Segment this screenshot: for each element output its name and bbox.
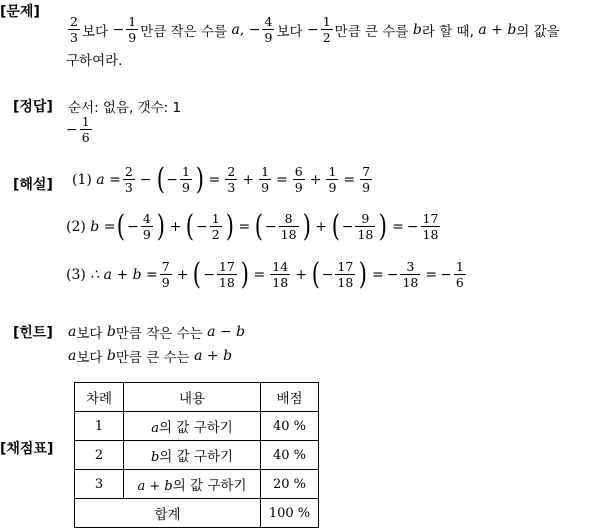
numerator: 1	[322, 14, 331, 29]
row-content	[124, 441, 261, 470]
table-header-row	[75, 383, 319, 412]
minus-sign: −	[248, 21, 261, 38]
variable-a: a	[68, 324, 77, 340]
section-label-rubric: [채점표]	[0, 441, 54, 457]
step-lhs: ∴ a + b =	[90, 266, 158, 283]
minus-sign: −	[66, 121, 78, 138]
content-text: 의 값 구하기	[158, 420, 233, 436]
hint-text: 만큼 큰 수는	[115, 350, 190, 366]
problem-text: 보다	[81, 23, 109, 40]
fraction	[68, 14, 80, 45]
problem-text: 라 할 때,	[421, 23, 474, 40]
denominator: 2	[322, 30, 331, 45]
answer-value	[66, 114, 94, 145]
variable-b: b	[106, 348, 116, 364]
problem-text: 의 값을	[516, 23, 560, 40]
fraction	[262, 14, 274, 45]
rubric-table	[74, 382, 319, 528]
solution-step-3: (3) ∴ a + b = $\frac{7}{9}$ + ( − $\frac{17}{18}$ ) = $\frac{14}{18}$ + ( − $\frac{17}{18}$ ) = − $\frac{3}{18}$ = − $\frac{1}{6}$	[66, 256, 464, 292]
problem-text: 만큼 큰 수를	[334, 23, 409, 40]
solution-step-1: (1) a = $\frac{2}{3}$ − ( − $\frac{1}{9}$ ) = $\frac{2}{3}$ + $\frac{1}{9}$ = $\frac{6}{9}$ + $\frac{1}{9}$ = $\frac{7}{9}$	[72, 161, 371, 197]
problem-line-1	[66, 14, 560, 45]
hint-line-1	[68, 322, 245, 342]
sum-expression: a + b	[478, 21, 517, 38]
section-label-problem: [문제]	[0, 4, 40, 20]
row-score: 20 %	[261, 470, 319, 499]
content-variable: a	[151, 421, 159, 436]
denominator: 6	[81, 130, 90, 145]
total-score: 100 %	[261, 499, 319, 528]
row-number: 2	[75, 441, 124, 470]
numerator: 4	[264, 14, 273, 29]
minus-sign: −	[306, 21, 319, 38]
section-label-solution: [해설]	[13, 177, 53, 193]
step-label: (1)	[72, 171, 92, 188]
content-variable: a + b	[137, 479, 173, 494]
row-number: 3	[75, 470, 124, 499]
step-label: (3)	[66, 266, 86, 283]
problem-text: 만큼 작은 수를	[140, 23, 228, 40]
hint-expression: a + b	[194, 348, 233, 364]
fraction	[321, 14, 333, 45]
hint-expression: a − b	[207, 324, 246, 340]
fraction	[80, 114, 92, 145]
content-variable: b	[150, 450, 160, 465]
solution-step-2: (2) b = ( − $\frac{4}{9}$ ) + ( − $\frac{1}{2}$ ) = ( − $\frac{8}{18}$ ) + ( − $\frac{9}{18}$ ) = − $\frac{17}{18}$	[66, 208, 439, 244]
section-label-answer: [정답]	[13, 99, 53, 115]
answer-meta: 순서: 없음, 갯수: 1	[68, 100, 182, 116]
variable-b: b	[106, 324, 116, 340]
hint-text: 보다	[76, 350, 103, 366]
column-header: 차례	[75, 383, 124, 412]
row-number: 1	[75, 412, 124, 441]
problem-line-2: 구하여라.	[66, 53, 123, 69]
table-row	[75, 441, 319, 470]
denominator: 9	[264, 30, 273, 45]
row-content	[124, 412, 261, 441]
section-label-hint: [힌트]	[13, 325, 53, 341]
step-lhs: b =	[90, 218, 116, 235]
total-label: 합계	[75, 499, 261, 528]
numerator: 1	[128, 14, 137, 29]
column-header: 내용	[124, 383, 261, 412]
table-row	[75, 470, 319, 499]
content-text: 의 값 구하기	[172, 478, 247, 494]
step-lhs: a =	[96, 171, 121, 188]
comma: ,	[239, 21, 245, 38]
column-header: 배점	[261, 383, 319, 412]
numerator: 2	[70, 14, 78, 29]
denominator: 3	[70, 30, 78, 45]
table-row	[75, 412, 319, 441]
fraction	[126, 14, 138, 45]
step-label: (2)	[66, 218, 86, 235]
hint-text: 만큼 작은 수는	[115, 326, 203, 342]
row-content	[124, 470, 261, 499]
variable-a: a	[68, 348, 77, 364]
table-total-row	[75, 499, 319, 528]
problem-text: 보다	[276, 23, 303, 40]
numerator: 1	[81, 114, 90, 129]
row-score: 40 %	[261, 441, 319, 470]
hint-line-2	[68, 346, 232, 366]
row-score: 40 %	[261, 412, 319, 441]
denominator: 9	[128, 30, 137, 45]
content-text: 의 값 구하기	[159, 449, 234, 465]
minus-sign: −	[112, 21, 125, 38]
variable-a: a	[231, 21, 240, 38]
variable-b: b	[412, 21, 422, 38]
hint-text: 보다	[76, 326, 103, 342]
